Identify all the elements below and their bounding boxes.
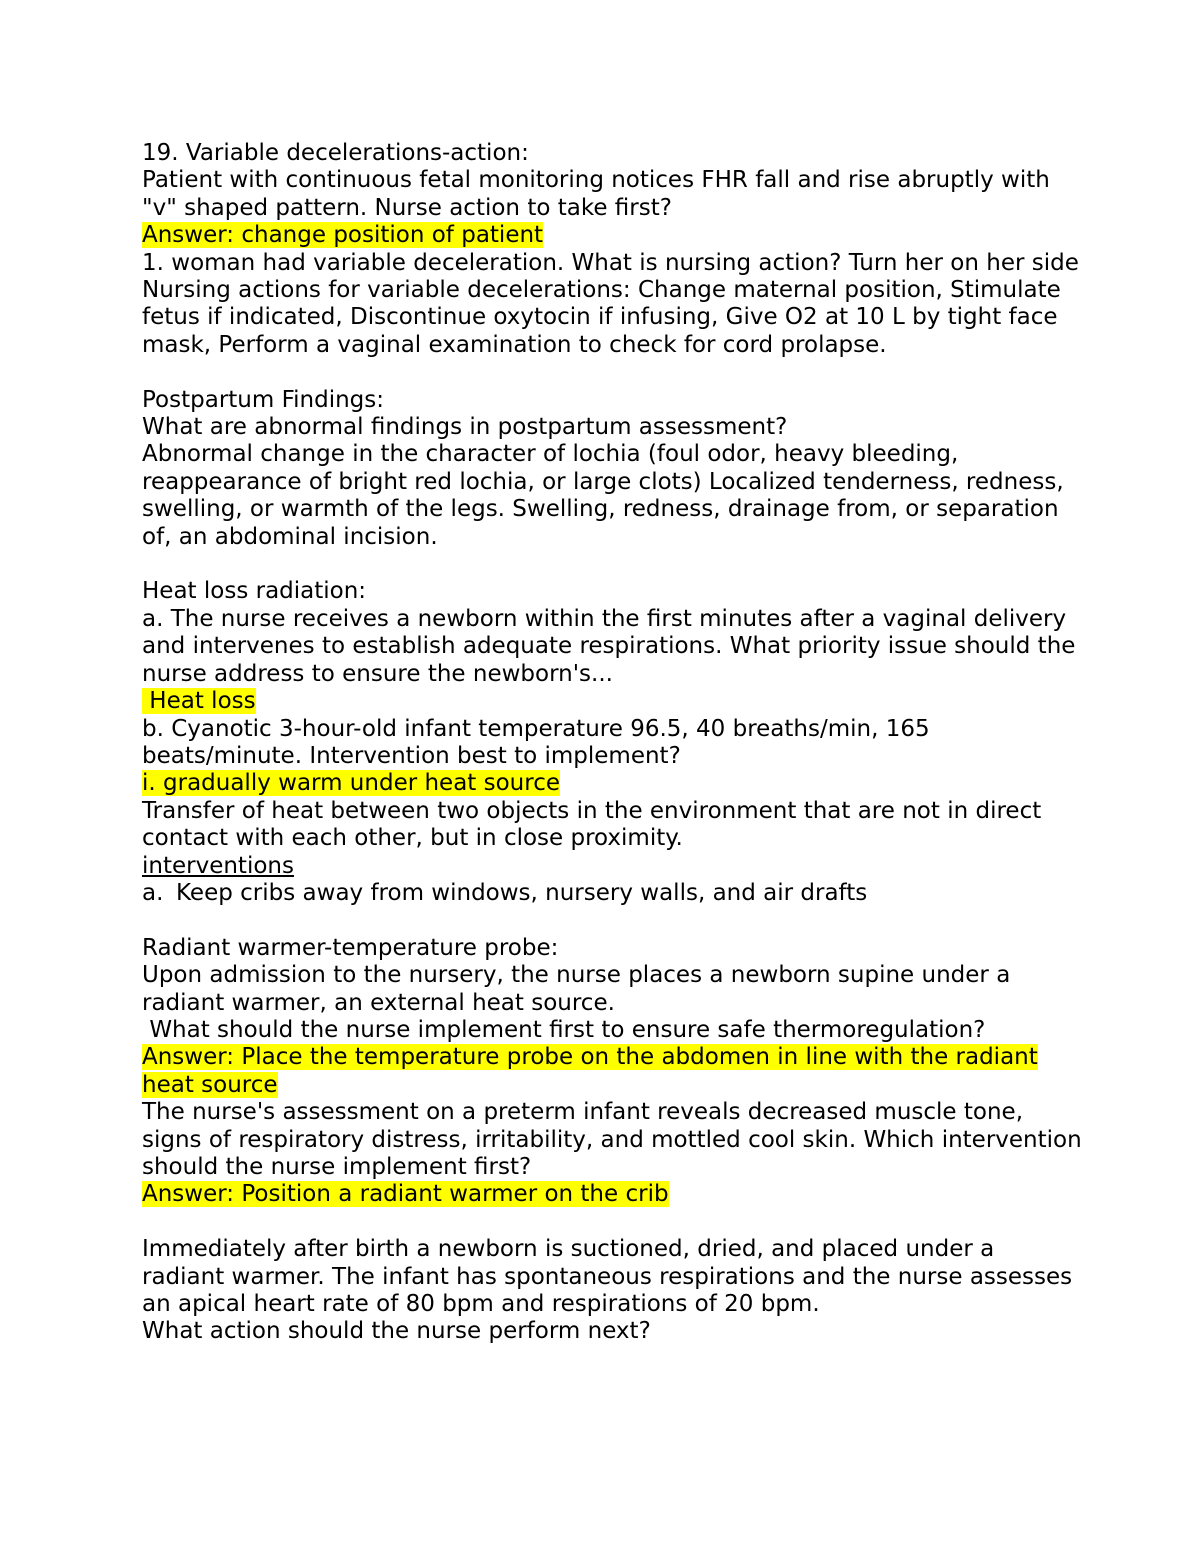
variable-item-1: 1. woman had variable deceleration. What is nursing action? Turn her on her side — [142, 249, 1079, 276]
spacer — [142, 907, 1082, 934]
postpartum-heading: Postpartum Findings: — [142, 386, 385, 413]
heatloss-heading: Heat loss radiation: — [142, 578, 367, 605]
heatloss-question-b: b. Cyanotic 3-hour-old infant temperature 96.5, 40 breaths/min, 165 beats/minute. Intervention best to implement? — [142, 715, 930, 769]
heatloss-answer-a-highlight: Heat loss — [142, 688, 256, 715]
final-question-2: What action should the nurse perform next? — [142, 1318, 651, 1345]
radiant-answer-1 — [142, 1044, 1082, 1099]
spacer — [142, 359, 1082, 386]
heatloss-definition: Transfer of heat between two objects in the environment that are not in direct contact with each other, but in close proximity. — [142, 797, 1042, 852]
radiant-heading: Radiant warmer-temperature probe: — [142, 934, 559, 961]
radiant-answer-1-highlight: Answer: Place the temperature probe on the abdomen in line with the radiant heat source — [142, 1044, 1038, 1098]
spacer — [142, 551, 1082, 578]
radiant-answer-2-highlight: Answer: Position a radiant warmer on the crib — [142, 1181, 669, 1208]
heatloss-answer-b-highlight: i. gradually warm under heat source — [142, 770, 561, 797]
document-body — [142, 140, 1082, 1346]
radiant-question-1b: What should the nurse implement first to ensure safe thermoregulation? — [142, 1016, 986, 1043]
spacer — [142, 1209, 1082, 1236]
intervention-text: Keep cribs away from windows, nursery walls, and air drafts — [176, 879, 868, 906]
variable-question: Patient with continuous fetal monitoring notices FHR fall and rise abruptly with "v" shaped pattern. Nurse action to take first? — [142, 167, 1050, 221]
variable-nursing-actions: Nursing actions for variable decelerations: Change maternal position, Stimulate fetus if indicated, Discontinue oxytocin if infusing, Give O2 at 10 L by tight face mask, Perform a vaginal examination to check for cord prolapse. — [142, 277, 1061, 358]
final-question: Immediately after birth a newborn is suctioned, dried, and placed under a radiant warmer. The infant has spontaneous respirations and the nurse assesses an apical heart rate of 80 bpm and respirations of 20 bpm. — [142, 1236, 1073, 1317]
interventions-label — [142, 853, 1082, 880]
postpartum-question: What are abnormal findings in postpartum assessment? — [142, 414, 788, 441]
variable-heading: 19. Variable decelerations-action: — [142, 140, 529, 166]
radiant-question-1: Upon admission to the nursery, the nurse places a newborn supine under a radiant warmer, an external heat source. — [142, 962, 1011, 1016]
variable-answer-highlight: Answer: change position of patient — [142, 222, 544, 249]
intervention-marker: a. — [142, 879, 164, 906]
intervention-item — [142, 880, 1082, 907]
heatloss-question-a: a. The nurse receives a newborn within the first minutes after a vaginal delivery and intervenes to establish adequate respirations. What priority issue should the nurse address to ensure the newborn's... — [142, 605, 1076, 687]
heatloss-answer-b — [142, 770, 1082, 797]
variable-answer — [142, 222, 1082, 249]
postpartum-answer: Abnormal change in the character of lochia (foul odor, heavy bleeding, reappearance of bright red lochia, or large clots) Localized tenderness, redness, swelling, or warmth of the legs. Swelling, redness, drainage from, or separation of, an abdominal incision. — [142, 441, 1064, 550]
radiant-answer-2 — [142, 1181, 1082, 1208]
heatloss-answer-a — [142, 688, 1082, 715]
interventions-label-text: interventions — [142, 852, 294, 879]
radiant-question-2: The nurse's assessment on a preterm infant reveals decreased muscle tone, signs of respiratory distress, irritability, and mottled cool skin. Which intervention should the nurse implement first? — [142, 1099, 1082, 1180]
